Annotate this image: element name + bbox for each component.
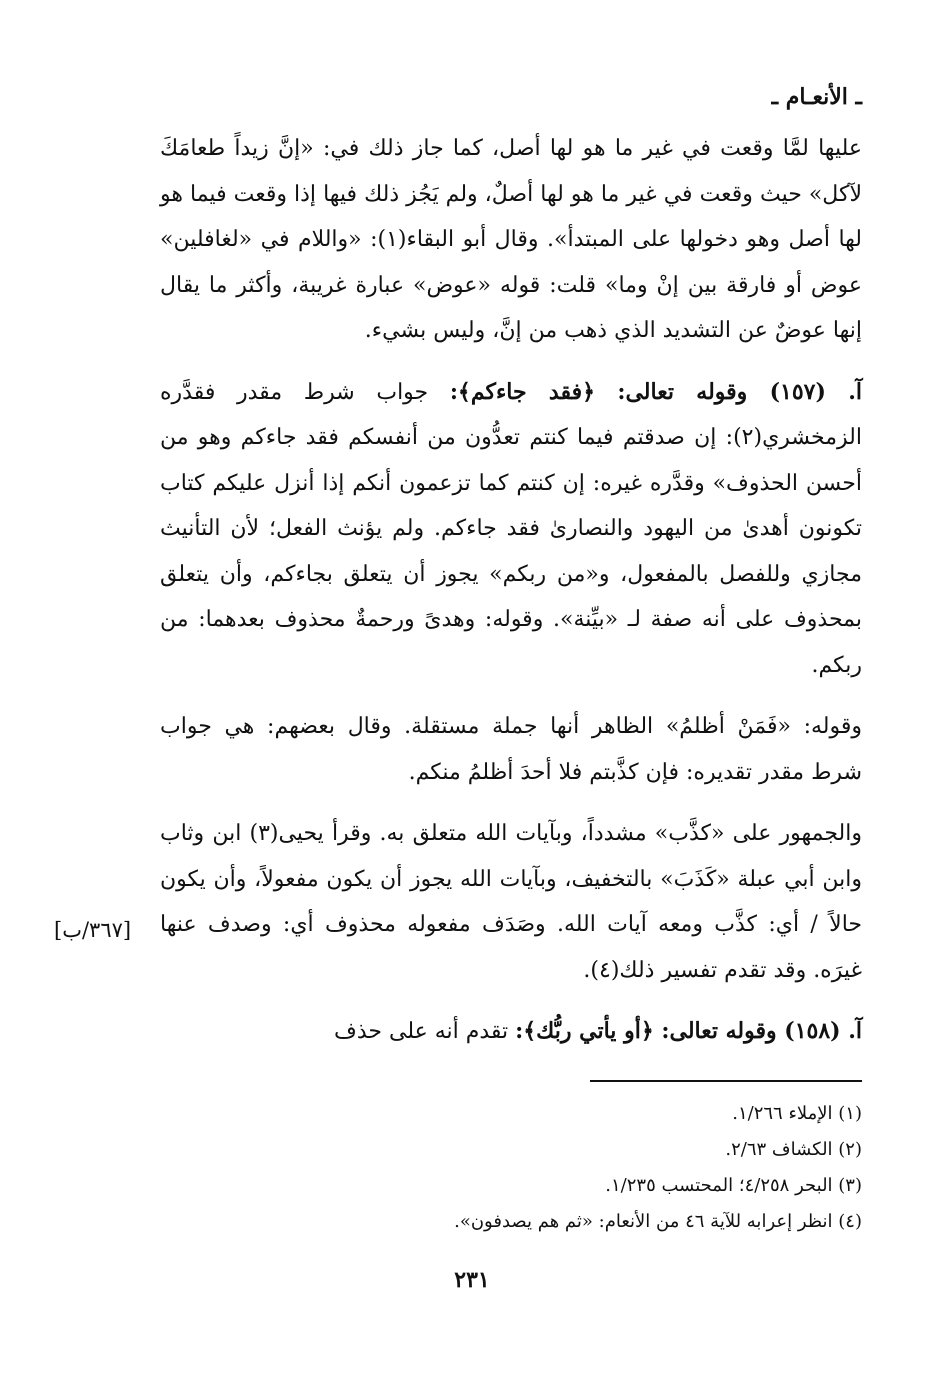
manuscript-folio-marker: [٣٦٧/ب]: [54, 918, 132, 942]
paragraph-4: [160, 811, 862, 993]
verse-heading-157: آ. (١٥٧) وقوله تعالى: ﴿فقد جاءكم﴾:: [449, 378, 862, 405]
footnote-4: (٤) انظر إعرابه للآية ٤٦ من الأنعام: «ثم هم يصدفون».: [454, 1211, 862, 1232]
paragraph-4-text: والجمهور على «كذَّب» مشدداً، وبآيات الله متعلق به. وقرأ يحيى(٣) ابن وثاب وابن أبي عبلة «كَذَبَ» بالتخفيف، وبآيات الله يجوز أن يكون مفعولاً، وأن يكون حالاً / أي: كذَّب ومعه آيات الله. وصَدَف مفعوله محذوف أي: وصدف عنها غيرَه. وقد تقدم تفسير ذلك(٤).: [160, 821, 862, 983]
footnotes: [160, 1096, 862, 1240]
paragraph-1: [160, 126, 862, 354]
paragraph-1-text: عليها لمَّا وقعت في غير ما هو لها أصل، كما جاز ذلك في: «إنَّ زيداً طعامَكَ لآكل» حيث وقعت في غير ما هو لها أصلٌ، ولم يَجُز ذلك فيها إذا وقعت فيما هو لها أصل وهو دخولها على المبتدأ». وقال أبو البقاء(١): «واللام في «لغافلين» عوض أو فارقة بين إنْ وما» قلت: قوله «عوض» عبارة غريبة، وأكثر ما يقال إنها عوضٌ عن التشديد الذي ذهب من إنَّ، وليس بشيء.: [160, 136, 862, 343]
paragraph-3-text: وقوله: «فَمَنْ أظلمُ» الظاهر أنها جملة مستقلة. وقال بعضهم: هي جواب شرط مقدر تقديره: فإن كذَّبتم فلا أحدَ أظلمُ منكم.: [160, 714, 863, 785]
paragraph-3: [160, 704, 862, 795]
footnote-1: (١) الإملاء ١/٢٦٦.: [732, 1103, 862, 1124]
page-number: ٢٣١: [454, 1267, 490, 1293]
verse-heading-158: آ. (١٥٨) وقوله تعالى: ﴿أو يأتي ربُّك﴾:: [515, 1018, 862, 1044]
main-text: [160, 126, 862, 1069]
footnote-3: (٣) البحر ٤/٢٥٨؛ المحتسب ١/٢٣٥.: [605, 1175, 862, 1196]
paragraph-2: [160, 370, 862, 689]
footnote-2: (٢) الكشاف ٢/٦٣.: [725, 1139, 862, 1160]
paragraph-5-text: تقدم أنه على حذف: [334, 1019, 516, 1044]
paragraph-2-text: جواب شرط مقدر فقدَّره الزمخشري(٢): إن صدقتم فيما كنتم تعدُّون من أنفسكم فقد جاءكم وهو من أحسن الحذوف» وقدَّره غيره: إن كنتم كما تزعمون أنكم إذا أنزل عليكم كتاب تكونون أهدىٰ من اليهود والنصارىٰ فقد جاءكم. ولم يؤنث الفعل؛ لأن التأنيث مجازي وللفصل بالمفعول، و«من ربكم» يجوز أن يتعلق بجاءكم، وأن يتعلق بمحذوف على أنه صفة لـ «بيِّنة». وقوله: وهدىً ورحمةٌ محذوف بعدهما: من ربكم.: [160, 379, 862, 678]
footnote-divider: [590, 1080, 862, 1082]
paragraph-5: [160, 1009, 862, 1055]
running-header: ـ الأنعـام ـ: [771, 84, 862, 110]
